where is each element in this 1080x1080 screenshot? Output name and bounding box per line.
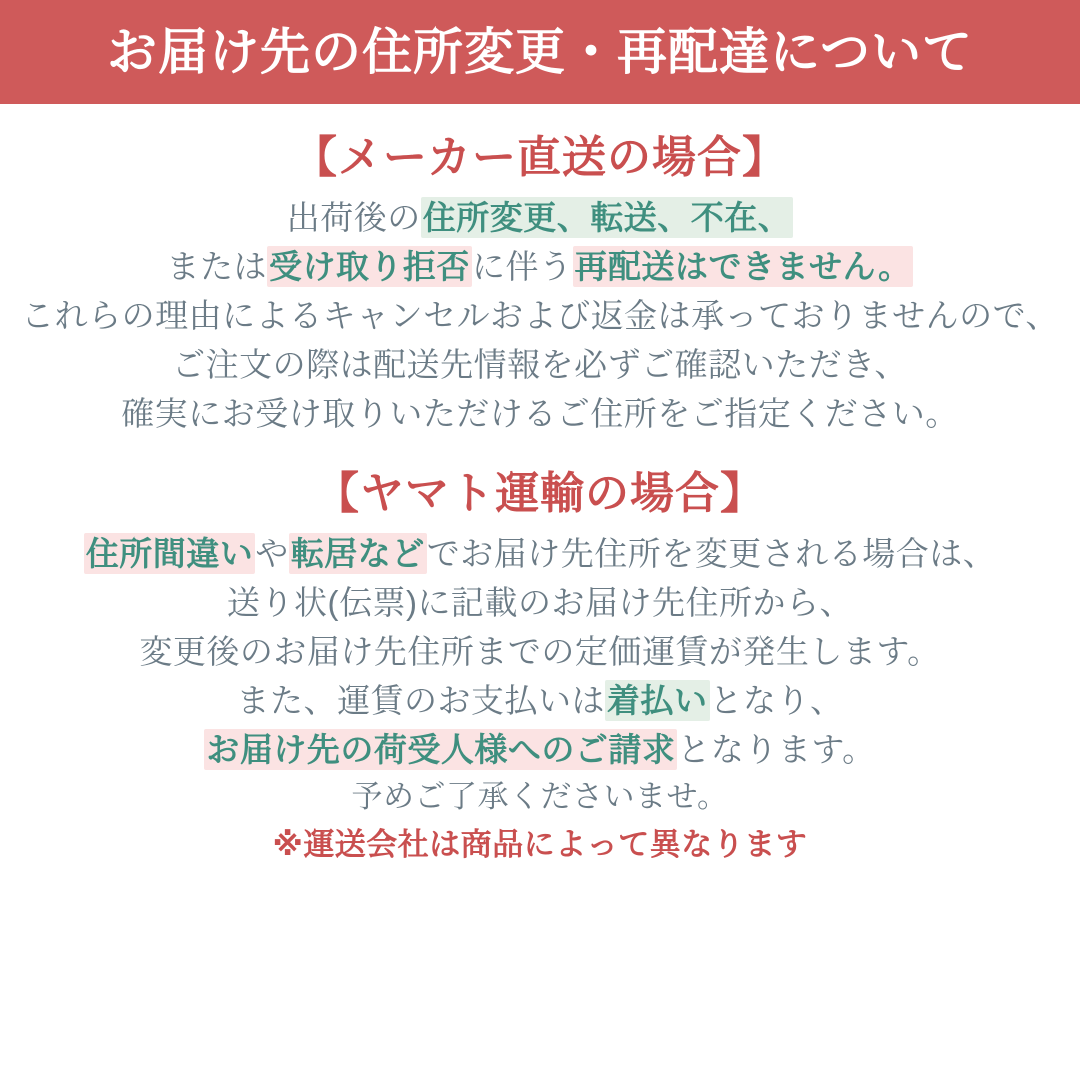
section-heading-maker-direct: 【メーカー直送の場合】 bbox=[292, 133, 788, 182]
notice-line bbox=[14, 195, 1066, 242]
notice-line bbox=[14, 531, 1066, 578]
notice-line: 確実にお受け取りいただけるご住所をご指定ください。 bbox=[121, 394, 959, 432]
emphasis-run: お届け先の荷受人様へのご請求 bbox=[206, 730, 676, 768]
emphasis-run: 住所変更、転送、不在、 bbox=[422, 199, 792, 237]
notice-line: 変更後のお届け先住所までの定価運賃が発生します。 bbox=[139, 632, 941, 670]
emphasis-run: 再配送はできません。 bbox=[574, 248, 912, 286]
page-title: お届け先の住所変更・再配達について bbox=[107, 24, 973, 80]
text-run: 出荷後の bbox=[286, 199, 421, 237]
text-run: でお届け先住所を変更される場合は、 bbox=[426, 535, 997, 573]
carrier-footnote: ※運送会社は商品によって異なります bbox=[272, 827, 808, 863]
text-run: または bbox=[166, 248, 267, 286]
notice-line bbox=[14, 244, 1066, 291]
emphasis-run: 住所間違い bbox=[85, 535, 254, 573]
text-run: また、運賃のお支払いは bbox=[236, 681, 605, 719]
emphasis-run: 受け取り拒否 bbox=[269, 248, 470, 286]
emphasis-run: 転居など bbox=[290, 535, 425, 573]
notice-line: 送り状(伝票)に記載のお届け先住所から、 bbox=[227, 583, 853, 621]
notice-line bbox=[14, 727, 1066, 774]
notice-line bbox=[14, 678, 1066, 725]
section-heading-yamato: 【ヤマト運輸の場合】 bbox=[315, 468, 765, 518]
emphasis-run: 着払い bbox=[607, 681, 708, 719]
notice-content bbox=[0, 104, 1080, 867]
notice-line: これらの理由によるキャンセルおよび返金は承っておりませんので、 bbox=[21, 297, 1059, 335]
notice-line: 予めご了承くださいませ。 bbox=[351, 779, 729, 815]
text-run: に伴う bbox=[472, 248, 573, 286]
text-run: となり、 bbox=[709, 681, 844, 719]
text-run: や bbox=[255, 535, 289, 573]
page-header-banner bbox=[0, 0, 1080, 104]
text-run: となります。 bbox=[677, 730, 876, 768]
notice-line: ご注文の際は配送先情報を必ずご確認いただき、 bbox=[172, 345, 908, 383]
